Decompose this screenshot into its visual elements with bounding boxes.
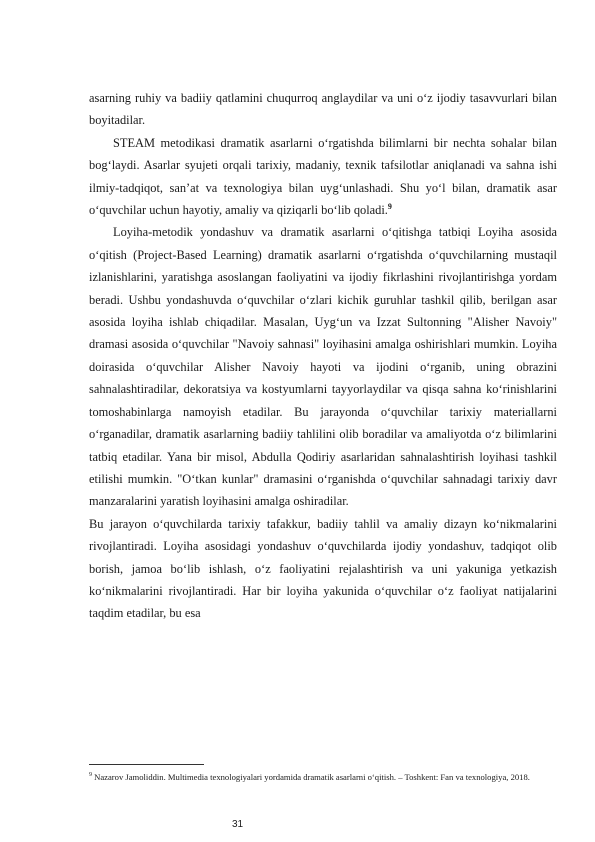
footnote-divider bbox=[89, 764, 204, 765]
paragraph-3: Loyiha-metodik yondashuv va dramatik asarlarni o‘qitishga tatbiqi Loyiha asosida o‘qitish (Project-Based Learning) dramatik asarlarni o‘rgatishda o‘quvchilarning mustaqil izlanishlarini, yaratishga asoslangan faoliyatini va ijodiy fikrlashini rivojlantirishga yordam beradi. Ushbu yondashuvda o‘quvchilar o‘zlari kichik guruhlar tashkil qilib, berilgan asar asosida loyiha ishlab chiqadilar. Masalan, Uyg‘un va Izzat Sultonning "Alisher Navoiy" dramasi asosida o‘quvchilar "Navoiy sahnasi" loyihasini amalga oshirishlari mumkin. Loyiha doirasida o‘quvchilar Alisher Navoiy hayoti va ijodini o‘rganib, uning obrazini sahnalashtiradilar, dekoratsiya va kostyumlarni tayyorlaydilar va qisqa sahna ko‘rinishlarini tomoshabinlarga namoyish etadilar. Bu jarayonda o‘quvchilar tarixiy materiallarni o‘rganadilar, dramatik asarlarning badiiy tahlilini olib boradilar va amaliyotda o‘z bilimlarini tatbiq etadilar. Yana bir misol, Abdulla Qodiriy asarlaridan sahnalashtirish loyihasi tashkil etilishi mumkin. "O‘tkan kunlar" dramasini o‘rganishda o‘quvchilar sahnadagi tarixiy davr manzaralarini yaratish loyihasini amalga oshiradilar. bbox=[89, 225, 557, 509]
footnote-reference[interactable]: 9 bbox=[387, 201, 392, 211]
paragraph-1: asarning ruhiy va badiiy qatlamini chuqurroq anglaydilar va uni o‘z ijodiy tasavvurlari bilan boyitadilar. bbox=[89, 91, 557, 128]
paragraph-2-text: STEAM metodikasi dramatik asarlarni o‘rgatishda bilimlarni bir nechta sohalar bilan bog‘laydi. Asarlar syujeti orqali tarixiy, madaniy, texnik tafsilotlar aniqlanadi va sahna ishi ilmiy-tadqiqot, san’at va texnologiya bilan uyg‘unlashadi. Shu yo‘l bilan, dramatik asar o‘quvchilar uchun hayotiy, amaliy va qiziqarli bo‘lib qoladi. bbox=[89, 135, 557, 218]
footnote-marker: 9 bbox=[89, 772, 92, 779]
paragraph-4: Bu jarayon o‘quvchilarda tarixiy tafakkur, badiiy tahlil va amaliy dizayn ko‘nikmalarini rivojlantiradi. Loyiha asosidagi yondashuv o‘quvchilarda ijodiy yondashuv, tadqiqot olib borish, jamoa bo‘lib ishlash, o‘z faoliyatini rejalashtirish va uni yakuniga yetkazish ko‘nikmalarini rivojlantiradi. Har bir loyiha yakunida o‘quvchilar o‘z faoliyat natijalarini taqdim etadilar, bu esa bbox=[89, 516, 557, 621]
footnote bbox=[89, 768, 559, 786]
footnote-text: Nazarov Jamoliddin. Multimedia texnologiyalari yordamida dramatik asarlarni o‘qitish. – Toshkent: Fan va texnologiya, 2018. bbox=[92, 772, 530, 782]
paragraph-2 bbox=[89, 132, 557, 222]
page-body bbox=[89, 87, 557, 625]
page-number: 31 bbox=[232, 819, 244, 830]
